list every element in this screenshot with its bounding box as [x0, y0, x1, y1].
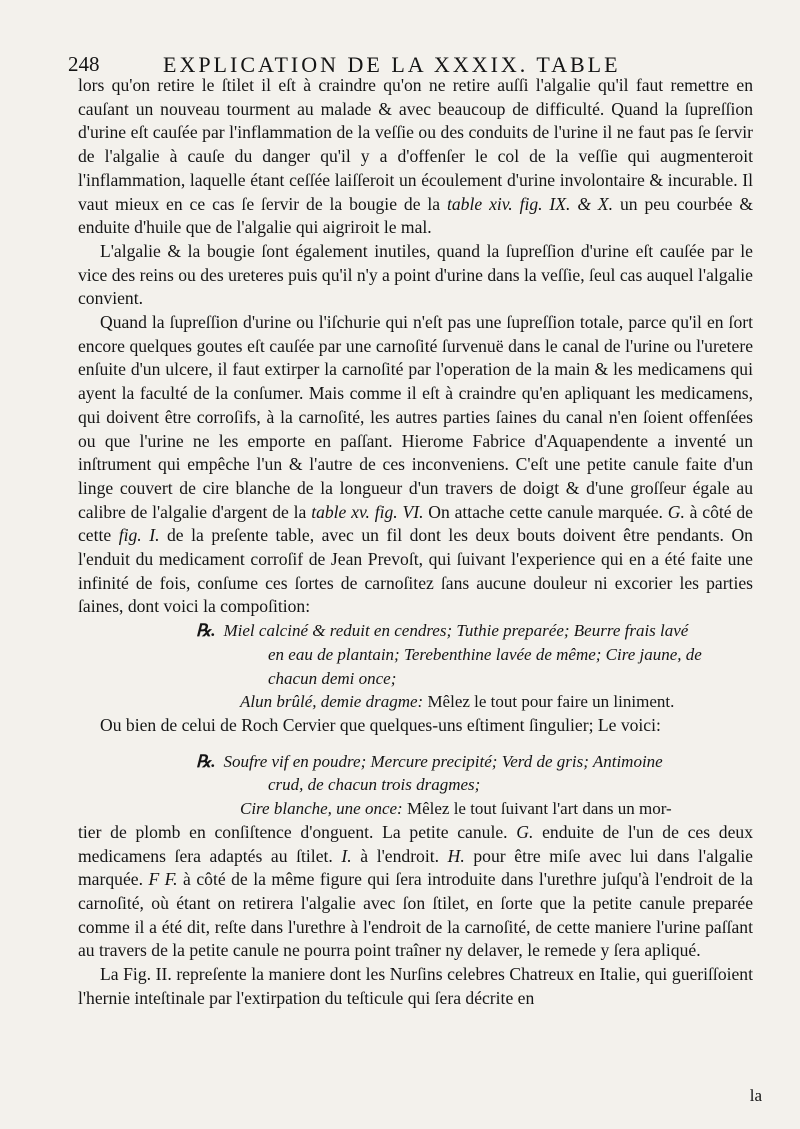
catchword: la	[749, 1086, 762, 1105]
paragraph: Ou bien de celui de Roch Cervier que quelques-uns eſtiment ſingulier; Le voici:	[100, 714, 661, 735]
running-title: EXPLICATION DE LA XXXIX. TABLE	[163, 52, 621, 77]
body-text	[78, 74, 753, 1010]
recipe-symbol: ℞.	[196, 751, 216, 771]
paragraph: lors qu'on retire le ſtilet il eſt à craindre qu'on ne retire auſſi l'algalie qu'il faut remettre en cauſant un nouveau tourment au malade & avec beaucoup de difficulté. Quand la ſupreſſion d'urine eſt cauſée par l'inflammation de la veſſie ou des conduits de l'urine il ne faut pas ſe ſervir de l'algalie à cauſe du danger qu'il y a d'offenſer le col de la veſſie qui augmenteroit l'inflammation, laquelle étant ceſſée laiſſeroit un écoulement d'urine involontaire & incurable. Il vaut mieux en ce cas ſe ſervir de la bougie de la table xiv. fig. IX. & X. un peu courbée & enduite d'huile que de l'algalie qui aigriroit le mal.	[78, 75, 754, 238]
recipe-prevost: ℞. Miel calciné & reduit en cendres; Tuthie preparée; Beurre frais lavé en eau de plantain; Terebenthine lavée de même; Cire jaune, de chacun demi once; Alun brûlé, demie dragme: Mêlez le tout pour faire un liniment.	[196, 621, 702, 712]
page-number: 248	[68, 52, 100, 76]
recipe-symbol: ℞.	[196, 621, 216, 641]
paragraph: La Fig. II. repreſente la maniere dont les Nurſins celebres Chatreux en Italie, qui gueriſſoient l'hernie inteſtinale par l'extirpation du teſticule qui ſera décrite en	[78, 964, 753, 1008]
paragraph: tier de plomb en conſiſtence d'onguent. La petite canule. G. enduite de l'un de ces deux medicamens ſera adaptés au ſtilet. I. à l'endroit. H. pour être miſe avec lui dans l'algalie marquée. F F. à côté de la même figure qui ſera introduite dans l'urethre juſqu'à l'endroit de la carnoſité, où étant on retirera l'algalie avec ſon ſtilet, en ſorte que la petite canule preparée comme il a été dit, reſte dans l'urethre à l'endroit de la carnoſité, de cette maniere l'urine paſſant au travers de la petite canule ne pourra point traîner ny delaver, le remede y ſera apliqué.	[78, 821, 754, 961]
paragraph: Quand la ſupreſſion d'urine ou l'iſchurie qui n'eſt pas une ſupreſſion totale, parce qu'il en ſort encore quelques goutes eſt cauſée par une carnoſité ſurvenuë dans le canal de l'urine ou l'uretere enſuite d'un ulcere, il faut extirper la carnoſité par l'operation de la main & les medicamens qui ayent la faculté de la conſumer. Mais comme il eſt à craindre qu'en apliquant les medicamens, qui doivent être corroſifs, à la carnoſité, les autres parties ſaines du canal n'en ſoient offenſées ou que l'urine ne les emporte en paſſant. Hierome Fabrice d'Aquapendente a inventé un inſtrument qui empêche l'un & l'autre de ces inconveniens. C'eſt une petite canule faite d'un linge couvert de cire blanche de la longueur d'un travers de doigt & d'une groſſeur égale au calibre de l'algalie d'argent de la table xv. fig. VI. On attache cette canule marquée. G. à côté de cette fig. I. de la preſente table, avec un fil dont les deux bouts doivent être pendants. On l'enduit du medicament corroſif de Jean Prevoſt, qui ſuivant l'experience qui en a été faite une infinité de fois, conſume ces ſortes de carnoſitez ſans aucune douleur ni excorier les parties ſaines, dont voici la compoſition:	[78, 312, 753, 617]
paragraph: L'algalie & la bougie ſont également inutiles, quand la ſupreſſion d'urine eſt cauſée par le vice des reins ou des ureteres puis qu'il n'y a point d'urine dans la veſſie, ſeul cas auquel l'algalie convient.	[78, 240, 753, 309]
recipe-cervier: ℞. Soufre vif en poudre; Mercure precipité; Verd de gris; Antimoine crud, de chacun trois dragmes; Cire blanche, une once: Mêlez le tout ſuivant l'art dans un mor-	[196, 751, 672, 819]
